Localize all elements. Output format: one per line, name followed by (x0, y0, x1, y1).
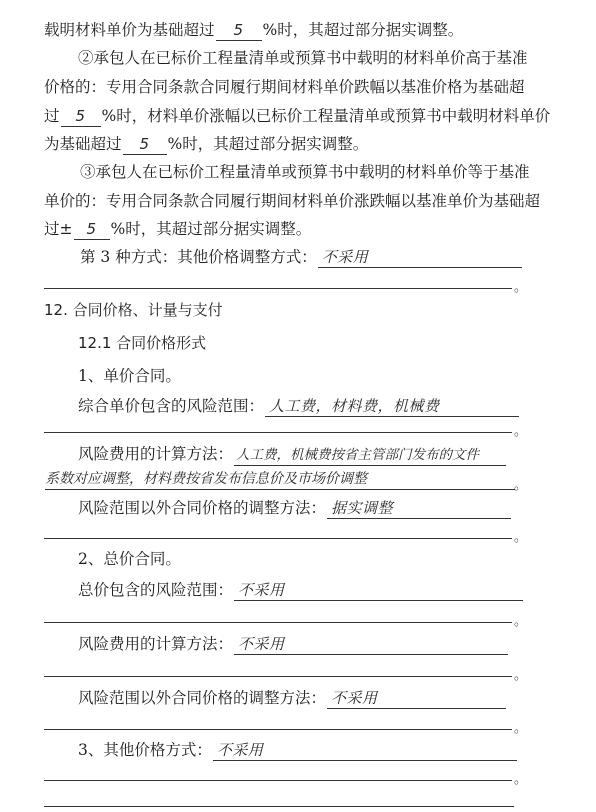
item-heading: 2、总价合同。 (78, 550, 181, 568)
field-label: 3、其他价格方式： (78, 741, 212, 759)
end-mark: 。 (514, 478, 528, 493)
clause-line: 单价的：专用合同条款合同履行期间材料单价涨跌幅以基准单价为基础超 (44, 192, 541, 210)
field-label: 风险费用的计算方法： (78, 445, 234, 463)
blank-line (44, 622, 512, 623)
item-heading: 1、单价合同。 (78, 367, 181, 385)
field-label: 综合单价包含的风险范围： (78, 397, 265, 415)
end-mark: 。 (514, 614, 528, 629)
text-line (78, 740, 518, 761)
end-mark: 。 (514, 424, 528, 439)
field-label: 第 3 种方式：其他价格调整方式： (80, 248, 317, 266)
end-mark: 。 (514, 668, 528, 683)
clause-text: %时，材料单价涨幅以已标价工程量清单或预算书中载明材料单价 (101, 107, 551, 125)
handwritten-percentage: 5 (123, 134, 167, 155)
text-line (44, 219, 311, 240)
handwritten-answer: 不采用 (213, 740, 517, 761)
handwritten-percentage: 5 (74, 219, 110, 240)
handwritten-answer: 系数对应调整，材料费按省发布信息价及市场价调整 (45, 469, 515, 490)
text-line (80, 247, 523, 268)
end-mark: 。 (514, 530, 528, 545)
text-line (78, 444, 507, 466)
blank-line (44, 288, 512, 289)
clause-line: ③承包人在已标价工程量清单或预算书中载明的材料单价等于基准 (80, 163, 530, 181)
blank-line (44, 676, 512, 677)
blank-line (44, 780, 512, 781)
clause-text: 载明材料单价为基础超过 (44, 21, 215, 39)
handwritten-answer: 不采用 (327, 688, 506, 709)
clause-text: 过 (44, 107, 60, 125)
clause-text: 过± (44, 220, 73, 238)
end-mark: 。 (514, 772, 528, 787)
field-label: 风险费用的计算方法： (78, 635, 234, 653)
clause-line: 价格的：专用合同条款合同履行期间材料单价跌幅以基准价格为基础超 (44, 78, 525, 96)
clause-text: %时，其超过部分据实调整。 (262, 21, 464, 39)
field-label: 风险范围以外合同价格的调整方法： (78, 689, 327, 707)
blank-line (44, 538, 512, 539)
blank-line (44, 729, 512, 730)
text-line (44, 20, 463, 41)
section-heading: 12. 合同价格、计量与支付 (44, 301, 223, 319)
text-line (44, 468, 516, 490)
clause-text: %时，其超过部分据实调整。 (167, 135, 369, 153)
handwritten-answer: 据实调整 (327, 498, 511, 519)
end-mark: 。 (514, 280, 528, 295)
handwritten-answer: 人工费，材料费，机械费 (265, 396, 519, 417)
field-label: 风险范围以外合同价格的调整方法： (78, 499, 327, 517)
subsection-heading: 12.1 合同价格形式 (78, 334, 207, 352)
field-label: 总价包含的风险范围： (78, 581, 234, 599)
text-line (78, 396, 520, 417)
text-line (78, 498, 512, 519)
handwritten-answer: 不采用 (318, 247, 522, 268)
clause-text: %时，其超过部分据实调整。 (110, 220, 312, 238)
handwritten-answer: 不采用 (234, 580, 523, 601)
blank-line (44, 806, 514, 807)
handwritten-percentage: 5 (216, 20, 262, 41)
blank-line (44, 432, 512, 433)
handwritten-percentage: 5 (61, 106, 101, 127)
end-mark: 。 (514, 721, 528, 736)
text-line (44, 106, 550, 127)
handwritten-answer: 不采用 (234, 634, 508, 655)
text-line (78, 634, 509, 655)
text-line (78, 580, 524, 601)
text-line (44, 134, 368, 155)
clause-line: ②承包人在已标价工程量清单或预算书中载明的材料单价高于基准 (78, 49, 528, 67)
handwritten-answer: 人工费，机械费按省主管部门发布的文件 (234, 445, 506, 466)
text-line (78, 688, 507, 709)
clause-text: 为基础超过 (44, 135, 122, 153)
